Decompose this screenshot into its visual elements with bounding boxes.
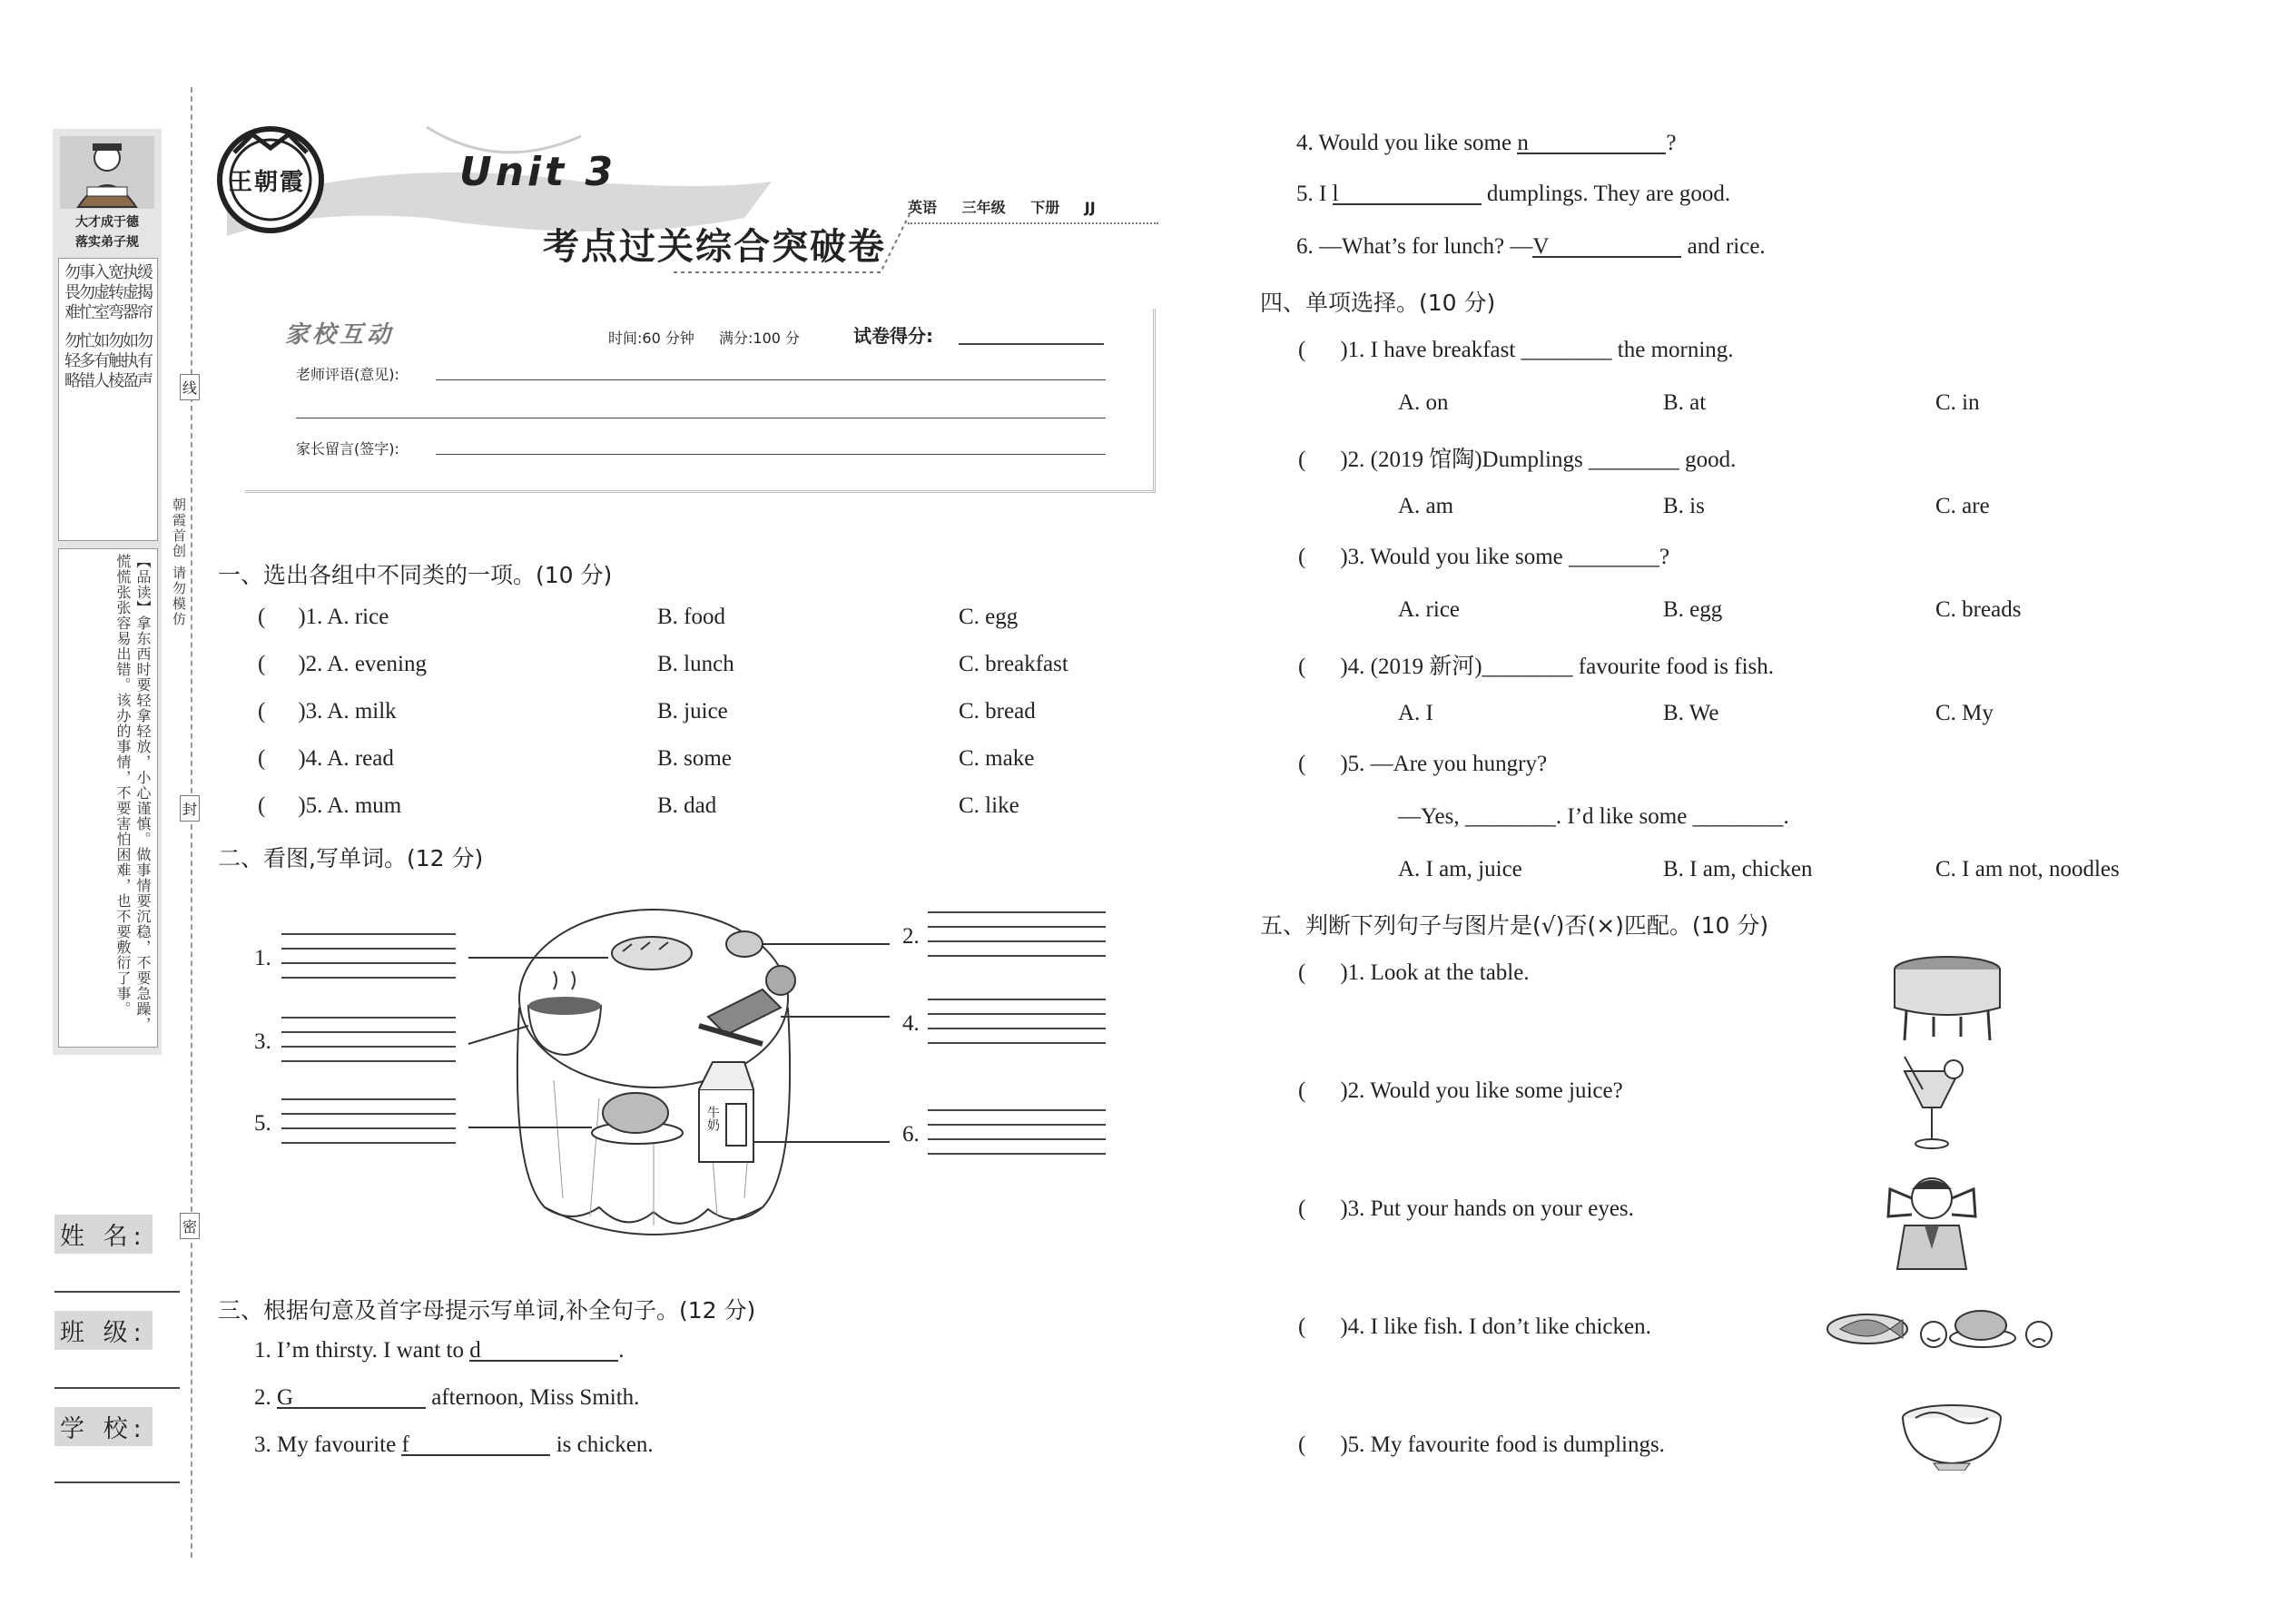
full-score-info: 满分:100 分 <box>719 330 801 347</box>
s4-option-a: A. I am, juice <box>1398 857 1522 881</box>
name-label: 姓 名: <box>54 1215 153 1254</box>
s5-sentence: )4. I like fish. I don’t like chicken. <box>1340 1314 1651 1339</box>
brand-name: 王朝霞 <box>229 169 306 195</box>
s2-label-5: 5. <box>254 1111 271 1136</box>
section2-title: 二、看图,写单词。(12 分) <box>218 845 484 871</box>
s3-blank[interactable] <box>401 1432 550 1456</box>
s4-q1 <box>1298 338 1734 363</box>
s1-option-a: )1. A. rice <box>298 605 389 629</box>
s4-q3 <box>1298 545 1669 570</box>
tag-edition: JJ <box>1084 199 1096 216</box>
s5-item-2 <box>1298 1078 1623 1104</box>
s3-item-5 <box>1296 182 1730 207</box>
s3-text-pre: 1. I’m thirsty. I want to <box>254 1338 470 1363</box>
home-school-label: 家校互动 <box>285 321 395 349</box>
motto-col: 事勿忙 忙多错 <box>76 263 95 392</box>
section5-title: 五、判断下列句子与图片是(√)否(×)匹配。(10 分) <box>1260 912 1769 939</box>
answer-paren[interactable]: ( <box>258 746 266 771</box>
s3-item-4 <box>1296 131 1676 156</box>
s4-option-c: C. My <box>1935 701 1994 725</box>
motto-col: 勿畏难 勿轻略 <box>62 263 81 392</box>
s3-text-pre: 5. I <box>1296 182 1333 206</box>
hint-letter: f <box>401 1432 409 1457</box>
reading-text: 【品读】拿东西时要轻拿轻放，小心谨慎。做事情要沉稳，不要急躁，慌慌张张容易出错。该办的事情，不要害怕困难，也不要敷衍了事。 <box>114 554 152 1032</box>
section3-title: 三、根据句意及首字母提示写单词,补全句子。(12 分) <box>218 1297 756 1324</box>
s1-option-c: C. breakfast <box>959 652 1068 676</box>
s5-sentence: )1. Look at the table. <box>1340 960 1530 985</box>
s5-item-1 <box>1298 960 1530 986</box>
s4-q4-options <box>1398 701 2215 726</box>
s4-question: )2. (2019 馆陶)Dumplings ________ good. <box>1340 448 1737 472</box>
s2-label-3: 3. <box>254 1029 271 1054</box>
s1-row-5 <box>258 793 1166 819</box>
s5-item-5 <box>1298 1432 1665 1458</box>
s3-item-2 <box>254 1385 639 1411</box>
motto-col: 缓揭帘 勿有声 <box>134 263 153 392</box>
s2-lines-4[interactable] <box>928 999 1106 1057</box>
s2-label-2: 2. <box>902 924 920 949</box>
answer-paren[interactable]: ( <box>258 699 266 723</box>
s1-row-3 <box>258 699 1166 724</box>
s3-blank[interactable] <box>469 1338 618 1362</box>
s1-option-b: B. food <box>657 605 725 629</box>
s4-q5 <box>1298 752 1547 777</box>
s4-question: )3. Would you like some ________? <box>1340 545 1670 569</box>
s3-text-pre: 4. Would you like some <box>1296 131 1518 155</box>
scholar-icon <box>60 136 154 209</box>
milk-label: 牛奶 <box>705 1106 719 1131</box>
s4-option-c: C. breads <box>1935 597 2022 622</box>
s5-item-3 <box>1298 1196 1634 1222</box>
s3-item-1 <box>254 1338 624 1363</box>
tag-volume: 下册 <box>1030 199 1060 216</box>
table-icon <box>1888 953 2006 1044</box>
answer-paren[interactable]: ( <box>1298 545 1306 569</box>
answer-paren[interactable]: ( <box>258 652 266 676</box>
teacher-comment-label: 老师评语(意见): <box>296 366 399 383</box>
copyright-note: 朝霞首创 请勿模仿 <box>171 497 187 627</box>
s4-option-b: B. We <box>1663 701 1719 725</box>
s4-option-a: A. on <box>1398 390 1449 415</box>
s4-q2-options <box>1398 494 2215 519</box>
time-info: 时间:60 分钟 <box>608 330 694 347</box>
class-field[interactable] <box>54 1387 180 1389</box>
paper-title: 考点过关综合突破卷 <box>543 226 886 267</box>
s3-text-post: . <box>618 1338 625 1363</box>
answer-paren[interactable]: ( <box>1298 1432 1306 1457</box>
s3-text-pre: 2. <box>254 1385 277 1410</box>
s2-lines-1[interactable] <box>281 933 456 991</box>
s1-option-c: C. make <box>959 746 1035 771</box>
section4-title: 四、单项选择。(10 分) <box>1260 290 1496 316</box>
score-field[interactable] <box>959 343 1104 345</box>
school-field[interactable] <box>54 1481 180 1483</box>
fold-line <box>191 87 192 1558</box>
fold-mark-line: 线 <box>180 374 200 400</box>
s3-text-post: and rice. <box>1681 234 1766 259</box>
s1-option-a: )5. A. mum <box>298 793 402 818</box>
s5-item-4 <box>1298 1314 1651 1340</box>
s3-item-3 <box>254 1432 654 1458</box>
s1-option-c: C. egg <box>959 605 1019 629</box>
noodles-bowl-icon <box>1897 1398 2006 1471</box>
s1-row-4 <box>258 746 1166 772</box>
section1-title: 一、选出各组中不同类的一项。(10 分) <box>218 562 613 588</box>
boy-icon <box>1877 1162 1986 1271</box>
s5-sentence: )3. Put your hands on your eyes. <box>1340 1196 1634 1221</box>
s4-q1-options <box>1398 390 2215 416</box>
teacher-comment-field[interactable] <box>436 379 1106 380</box>
hint-letter: d <box>469 1338 481 1363</box>
s2-label-6: 6. <box>902 1122 920 1147</box>
fish-chicken-icon <box>1826 1298 2063 1362</box>
s1-option-b: B. lunch <box>657 652 734 676</box>
motto-col: 入虚室 如有人 <box>91 263 110 392</box>
egg-icon <box>726 931 763 957</box>
s4-option-a: A. am <box>1398 494 1454 518</box>
s4-option-c: C. are <box>1935 494 1990 518</box>
s1-option-a: )2. A. evening <box>298 652 427 676</box>
s4-q3-options <box>1398 597 2215 623</box>
s1-row-1 <box>258 605 1166 630</box>
s3-item-6 <box>1296 234 1766 260</box>
s4-question: )5. —Are you hungry? <box>1340 752 1548 776</box>
s3-text-pre: 6. —What’s for lunch? — <box>1296 234 1533 259</box>
s1-option-b: B. dad <box>657 793 717 818</box>
s4-option-b: B. egg <box>1663 597 1723 622</box>
tag-subject: 英语 <box>908 199 938 216</box>
answer-paren[interactable]: ( <box>1298 448 1306 472</box>
answer-paren[interactable]: ( <box>1298 1196 1306 1221</box>
s3-text-post: is chicken. <box>550 1432 654 1457</box>
answer-paren[interactable]: ( <box>1298 655 1306 679</box>
s4-question: )4. (2019 新河)________ favourite food is fish. <box>1340 655 1775 679</box>
title-tags <box>908 196 1158 224</box>
s3-text-post: dumplings. They are good. <box>1481 182 1731 206</box>
motto-line-2: 落实弟子规 <box>75 235 139 250</box>
s4-option-a: A. I <box>1398 701 1433 725</box>
s1-option-a: )3. A. milk <box>298 699 397 723</box>
answer-paren[interactable]: ( <box>1298 960 1306 985</box>
s4-q5-line2: —Yes, ________. I’d like some ________. <box>1398 804 1789 829</box>
unit-title: Unit 3 <box>459 149 617 195</box>
s4-question: )1. I have breakfast ________ the morning. <box>1340 338 1734 362</box>
tag-grade: 三年级 <box>961 199 1006 216</box>
s3-text-post: afternoon, Miss Smith. <box>426 1385 640 1410</box>
s2-lines-6[interactable] <box>928 1109 1106 1167</box>
fold-mark-seal: 封 <box>180 795 200 822</box>
motto-col: 宽转弯 勿触棱 <box>105 263 124 392</box>
score-label: 试卷得分: <box>853 325 933 347</box>
s3-blank[interactable] <box>1333 182 1482 205</box>
answer-paren[interactable]: ( <box>258 605 266 629</box>
s4-q5-options <box>1398 857 2215 882</box>
s5-sentence: )2. Would you like some juice? <box>1340 1078 1623 1103</box>
s1-option-c: C. bread <box>959 699 1036 723</box>
hint-letter: n <box>1517 131 1529 155</box>
s1-row-2 <box>258 652 1166 677</box>
s2-lines-5[interactable] <box>281 1098 456 1156</box>
s4-option-a: A. rice <box>1398 597 1461 622</box>
s4-option-c: C. in <box>1935 390 1980 415</box>
s2-lines-2[interactable] <box>928 911 1106 969</box>
bread-icon <box>612 937 692 969</box>
s2-label-4: 4. <box>902 1011 920 1036</box>
s3-blank[interactable] <box>1517 131 1666 154</box>
s4-q4 <box>1298 648 1774 681</box>
answer-paren[interactable]: ( <box>1298 752 1306 776</box>
title-divider <box>672 207 926 280</box>
s3-text-post: ? <box>1666 131 1677 155</box>
motto-line-1: 大才成于德 <box>75 215 139 230</box>
s3-blank[interactable] <box>277 1385 426 1409</box>
motto-top <box>56 212 158 252</box>
s2-lines-3[interactable] <box>281 1017 456 1075</box>
hint-letter: l <box>1332 182 1339 206</box>
parent-note-field[interactable] <box>436 454 1106 455</box>
class-label: 班 级: <box>54 1311 153 1350</box>
motto-col: 执虚器 如执盈 <box>120 263 139 392</box>
s2-label-1: 1. <box>254 946 271 970</box>
fold-mark-secret: 密 <box>180 1213 200 1239</box>
s4-q2 <box>1298 441 1736 474</box>
s4-option-b: B. at <box>1663 390 1707 415</box>
s4-option-b: B. is <box>1663 494 1705 518</box>
parent-note-label: 家长留言(签字): <box>296 440 399 458</box>
s1-option-a: )4. A. read <box>298 746 394 771</box>
answer-paren[interactable]: ( <box>1298 1078 1306 1103</box>
answer-paren[interactable]: ( <box>1298 338 1306 362</box>
answer-paren[interactable]: ( <box>1298 1314 1306 1339</box>
s5-sentence: )5. My favourite food is dumplings. <box>1340 1432 1665 1457</box>
s3-blank[interactable] <box>1532 234 1681 258</box>
school-label: 学 校: <box>54 1407 153 1446</box>
motto-columns <box>64 263 151 536</box>
hint-letter: V <box>1532 234 1550 259</box>
juice-icon <box>1895 1053 1968 1153</box>
s3-text-pre: 3. My favourite <box>254 1432 402 1457</box>
s1-option-b: B. juice <box>657 699 728 723</box>
answer-paren[interactable]: ( <box>258 793 266 818</box>
s1-option-b: B. some <box>657 746 732 771</box>
s4-option-b: B. I am, chicken <box>1663 857 1813 881</box>
s1-option-c: C. like <box>959 793 1019 818</box>
s4-option-c: C. I am not, noodles <box>1935 857 2120 881</box>
hint-letter: G <box>277 1385 294 1410</box>
name-field[interactable] <box>54 1291 180 1293</box>
